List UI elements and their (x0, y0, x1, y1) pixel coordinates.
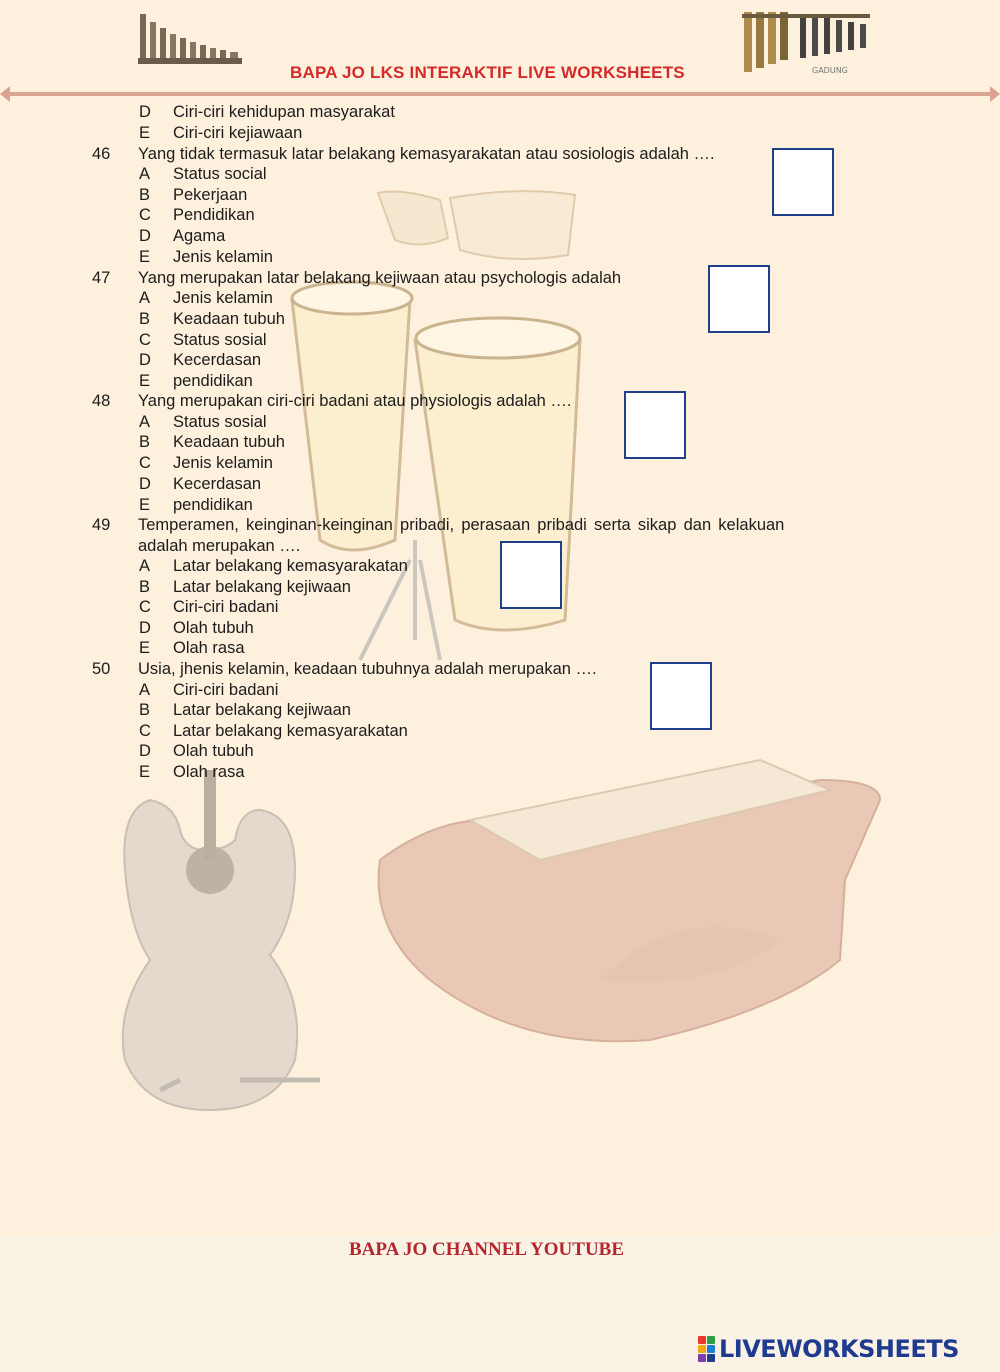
question-number: 48 (92, 392, 111, 410)
option-letter: C (139, 331, 151, 349)
option-text: Agama (173, 227, 226, 245)
option-text: Ciri-ciri kehidupan masyarakat (173, 103, 395, 121)
footer-title: BAPA JO CHANNEL YOUTUBE (349, 1239, 625, 1260)
option-letter: B (139, 310, 151, 328)
liveworksheets-logo[interactable] (698, 1335, 959, 1363)
option-text: Ciri-ciri badani (173, 598, 279, 616)
option-letter: D (139, 742, 151, 760)
option-letter: E (139, 639, 151, 657)
option-text: Status social (173, 165, 267, 183)
option-letter: B (139, 578, 151, 596)
option-text: Keadaan tubuh (173, 310, 285, 328)
question-number: 46 (92, 145, 111, 163)
answer-input-48[interactable] (624, 391, 686, 459)
option-letter: D (139, 227, 151, 245)
option-letter: E (139, 496, 151, 514)
option-letter: C (139, 206, 151, 224)
option-text: Status sosial (173, 331, 267, 349)
answer-input-46[interactable] (772, 148, 834, 216)
option-text: Olah rasa (173, 763, 245, 781)
option-text: Latar belakang kemasyarakatan (173, 557, 408, 575)
option-letter: D (139, 351, 151, 369)
question-text: Yang merupakan latar belakang kejiwaan atau psychologis adalah (138, 269, 622, 287)
option-text: Pendidikan (173, 206, 255, 224)
option-text: Olah rasa (173, 639, 245, 657)
option-text: Jenis kelamin (173, 454, 273, 472)
answer-input-49[interactable] (500, 541, 562, 609)
question-number: 49 (92, 516, 111, 534)
option-letter: E (139, 248, 151, 266)
option-letter: A (139, 289, 151, 307)
option-letter: B (139, 186, 151, 204)
option-letter: C (139, 454, 151, 472)
question-number: 47 (92, 269, 111, 287)
option-text: Jenis kelamin (173, 289, 273, 307)
option-letter: B (139, 701, 151, 719)
option-text: Latar belakang kejiwaan (173, 701, 351, 719)
option-letter: A (139, 681, 151, 699)
option-text: Kecerdasan (173, 475, 262, 493)
option-letter: A (139, 557, 151, 575)
option-text: Latar belakang kemasyarakatan (173, 722, 408, 740)
option-letter: D (139, 103, 151, 121)
option-letter: B (139, 433, 151, 451)
arrow-right-icon (990, 86, 1000, 102)
header-divider (6, 92, 994, 96)
guitar-image (123, 770, 320, 1110)
option-text: Jenis kelamin (173, 248, 273, 266)
option-text: Ciri-ciri kejiawaan (173, 124, 303, 142)
option-text: Ciri-ciri badani (173, 681, 279, 699)
option-text: pendidikan (173, 496, 253, 514)
option-letter: A (139, 165, 151, 183)
option-letter: D (139, 475, 151, 493)
option-text: Kecerdasan (173, 351, 262, 369)
kolintang-image (379, 760, 880, 1041)
option-text: Status sosial (173, 413, 267, 431)
option-letter: E (139, 763, 151, 781)
question-text: Usia, jhenis kelamin, keadaan tubuhnya adalah merupakan …. (138, 660, 597, 678)
option-text: Pekerjaan (173, 186, 248, 204)
option-letter: C (139, 722, 151, 740)
question-text: Yang merupakan ciri-ciri badani atau physiologis adalah …. (138, 392, 572, 410)
bongo-drum-image (378, 191, 575, 259)
option-text: pendidikan (173, 372, 253, 390)
liveworksheets-icon (698, 1336, 715, 1362)
gambang-caption: GADUNG (812, 66, 848, 75)
option-text: Latar belakang kejiwaan (173, 578, 351, 596)
option-letter: E (139, 372, 151, 390)
option-text: Olah tubuh (173, 742, 254, 760)
question-text: Yang tidak termasuk latar belakang kemasyarakatan atau sosiologis adalah …. (138, 145, 715, 163)
option-letter: E (139, 124, 151, 142)
option-text: Olah tubuh (173, 619, 254, 637)
option-letter: A (139, 413, 151, 431)
liveworksheets-brand: LIVEWORKSHEETS (719, 1335, 959, 1363)
question-number: 50 (92, 660, 111, 678)
answer-input-50[interactable] (650, 662, 712, 730)
option-text: Keadaan tubuh (173, 433, 285, 451)
question-text: adalah merupakan …. (138, 537, 301, 555)
option-letter: C (139, 598, 151, 616)
question-text: Temperamen, keinginan-keinginan pribadi, perasaan pribadi serta sikap dan kelakuan (138, 516, 785, 534)
answer-input-47[interactable] (708, 265, 770, 333)
option-letter: D (139, 619, 151, 637)
header (0, 0, 1000, 100)
page-title: BAPA JO LKS INTERAKTIF LIVE WORKSHEETS (290, 63, 685, 82)
